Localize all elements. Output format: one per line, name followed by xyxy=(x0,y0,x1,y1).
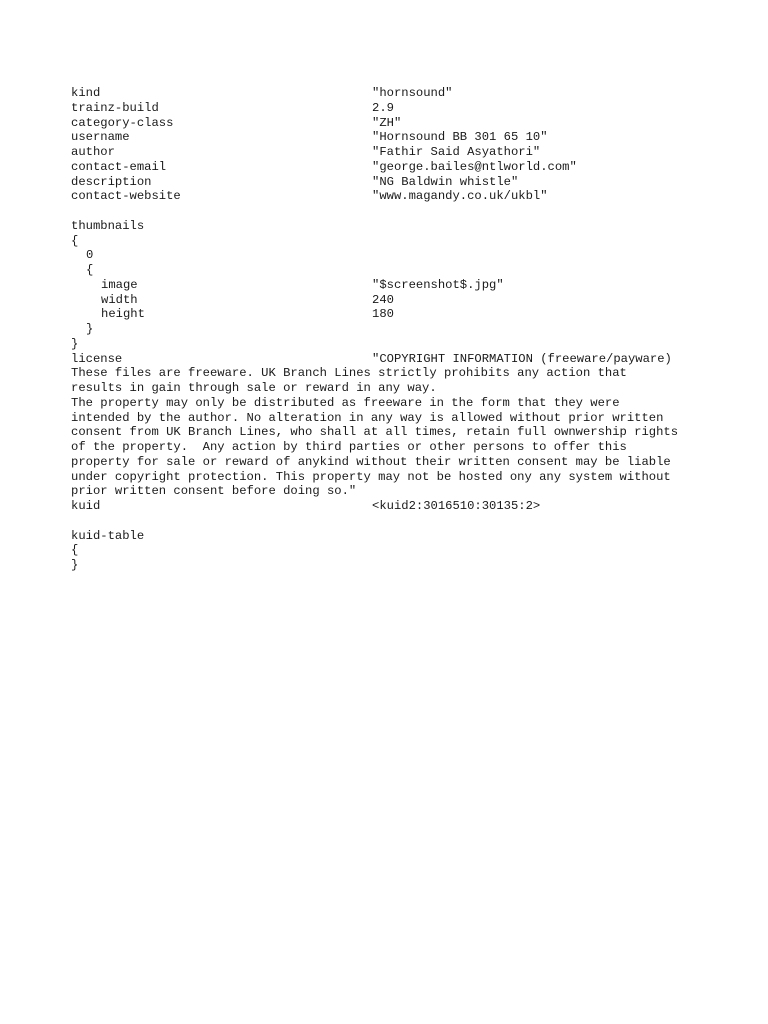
license-line: These files are freeware. UK Branch Lines strictly prohibits any action that xyxy=(71,366,627,381)
thumbnail-entry-open-brace: { xyxy=(86,263,94,277)
field-key: description xyxy=(71,174,152,189)
field-key: license xyxy=(71,351,123,366)
field-key: contact-website xyxy=(71,189,181,204)
field-value: 240 xyxy=(372,292,394,307)
license-line: consent from UK Branch Lines, who shall at all times, retain full ownwership rights xyxy=(71,425,679,440)
field-value: "ZH" xyxy=(372,115,402,130)
license-line: under copyright protection. This property may not be hosted ony any system without xyxy=(71,469,671,484)
thumbnails-label: thumbnails xyxy=(71,218,145,233)
field-value: "george.bailes@ntlworld.com" xyxy=(372,159,577,174)
field-kind xyxy=(71,86,711,101)
thumbnails-open-brace: { xyxy=(71,233,79,248)
field-contact-website xyxy=(71,189,711,204)
field-category-class xyxy=(71,116,711,131)
field-description xyxy=(71,175,711,190)
field-value: "Fathir Said Asyathori" xyxy=(372,145,541,159)
field-author xyxy=(71,145,711,160)
field-key: image xyxy=(101,277,138,292)
thumbnail-index: 0 xyxy=(86,248,94,263)
field-contact-email xyxy=(71,160,711,175)
field-kuid xyxy=(71,499,711,514)
kuid-table-open-brace: { xyxy=(71,543,79,558)
thumbnail-field-image xyxy=(71,278,711,293)
field-value: 180 xyxy=(372,307,394,322)
field-value: "Hornsound BB 301 65 10" xyxy=(372,130,548,145)
license-line: The property may only be distributed as freeware in the form that they were xyxy=(71,395,620,410)
license-line: intended by the author. No alteration in any way is allowed without prior written xyxy=(71,410,664,425)
thumbnail-field-height xyxy=(71,307,711,322)
license-line: results in gain through sale or reward in any way. xyxy=(71,381,437,395)
field-value: "NG Baldwin whistle" xyxy=(372,174,519,189)
field-value: 2.9 xyxy=(372,100,394,115)
thumbnails-close-brace: } xyxy=(71,336,79,351)
license-line: prior written consent before doing so." xyxy=(71,484,357,499)
field-key: category-class xyxy=(71,115,174,130)
field-key: kind xyxy=(71,86,101,100)
field-trainz-build xyxy=(71,101,711,116)
field-value: "COPYRIGHT INFORMATION (freeware/payware) xyxy=(372,351,672,366)
field-key: trainz-build xyxy=(71,100,159,115)
blank-line xyxy=(71,514,711,529)
field-license xyxy=(71,352,711,367)
field-key: width xyxy=(101,292,138,307)
field-value: "hornsound" xyxy=(372,86,453,100)
kuid-table-close-brace: } xyxy=(71,558,79,572)
field-key: author xyxy=(71,145,115,159)
field-key: username xyxy=(71,130,130,145)
license-line: of the property. Any action by third parties or other persons to offer this xyxy=(71,440,627,454)
blank-line xyxy=(71,204,711,219)
field-key: kuid xyxy=(71,499,101,513)
config-document xyxy=(71,86,711,573)
field-key: height xyxy=(101,307,145,322)
kuid-table-label: kuid-table xyxy=(71,528,145,543)
field-value: "$screenshot$.jpg" xyxy=(372,277,504,292)
thumbnail-field-width xyxy=(71,293,711,308)
field-key: contact-email xyxy=(71,159,167,174)
thumbnail-entry-close-brace: } xyxy=(86,322,94,336)
field-value: "www.magandy.co.uk/ukbl" xyxy=(372,189,548,204)
license-line: property for sale or reward of anykind without their written consent may be liable xyxy=(71,454,671,469)
field-username xyxy=(71,130,711,145)
field-value: <kuid2:3016510:30135:2> xyxy=(372,499,541,513)
